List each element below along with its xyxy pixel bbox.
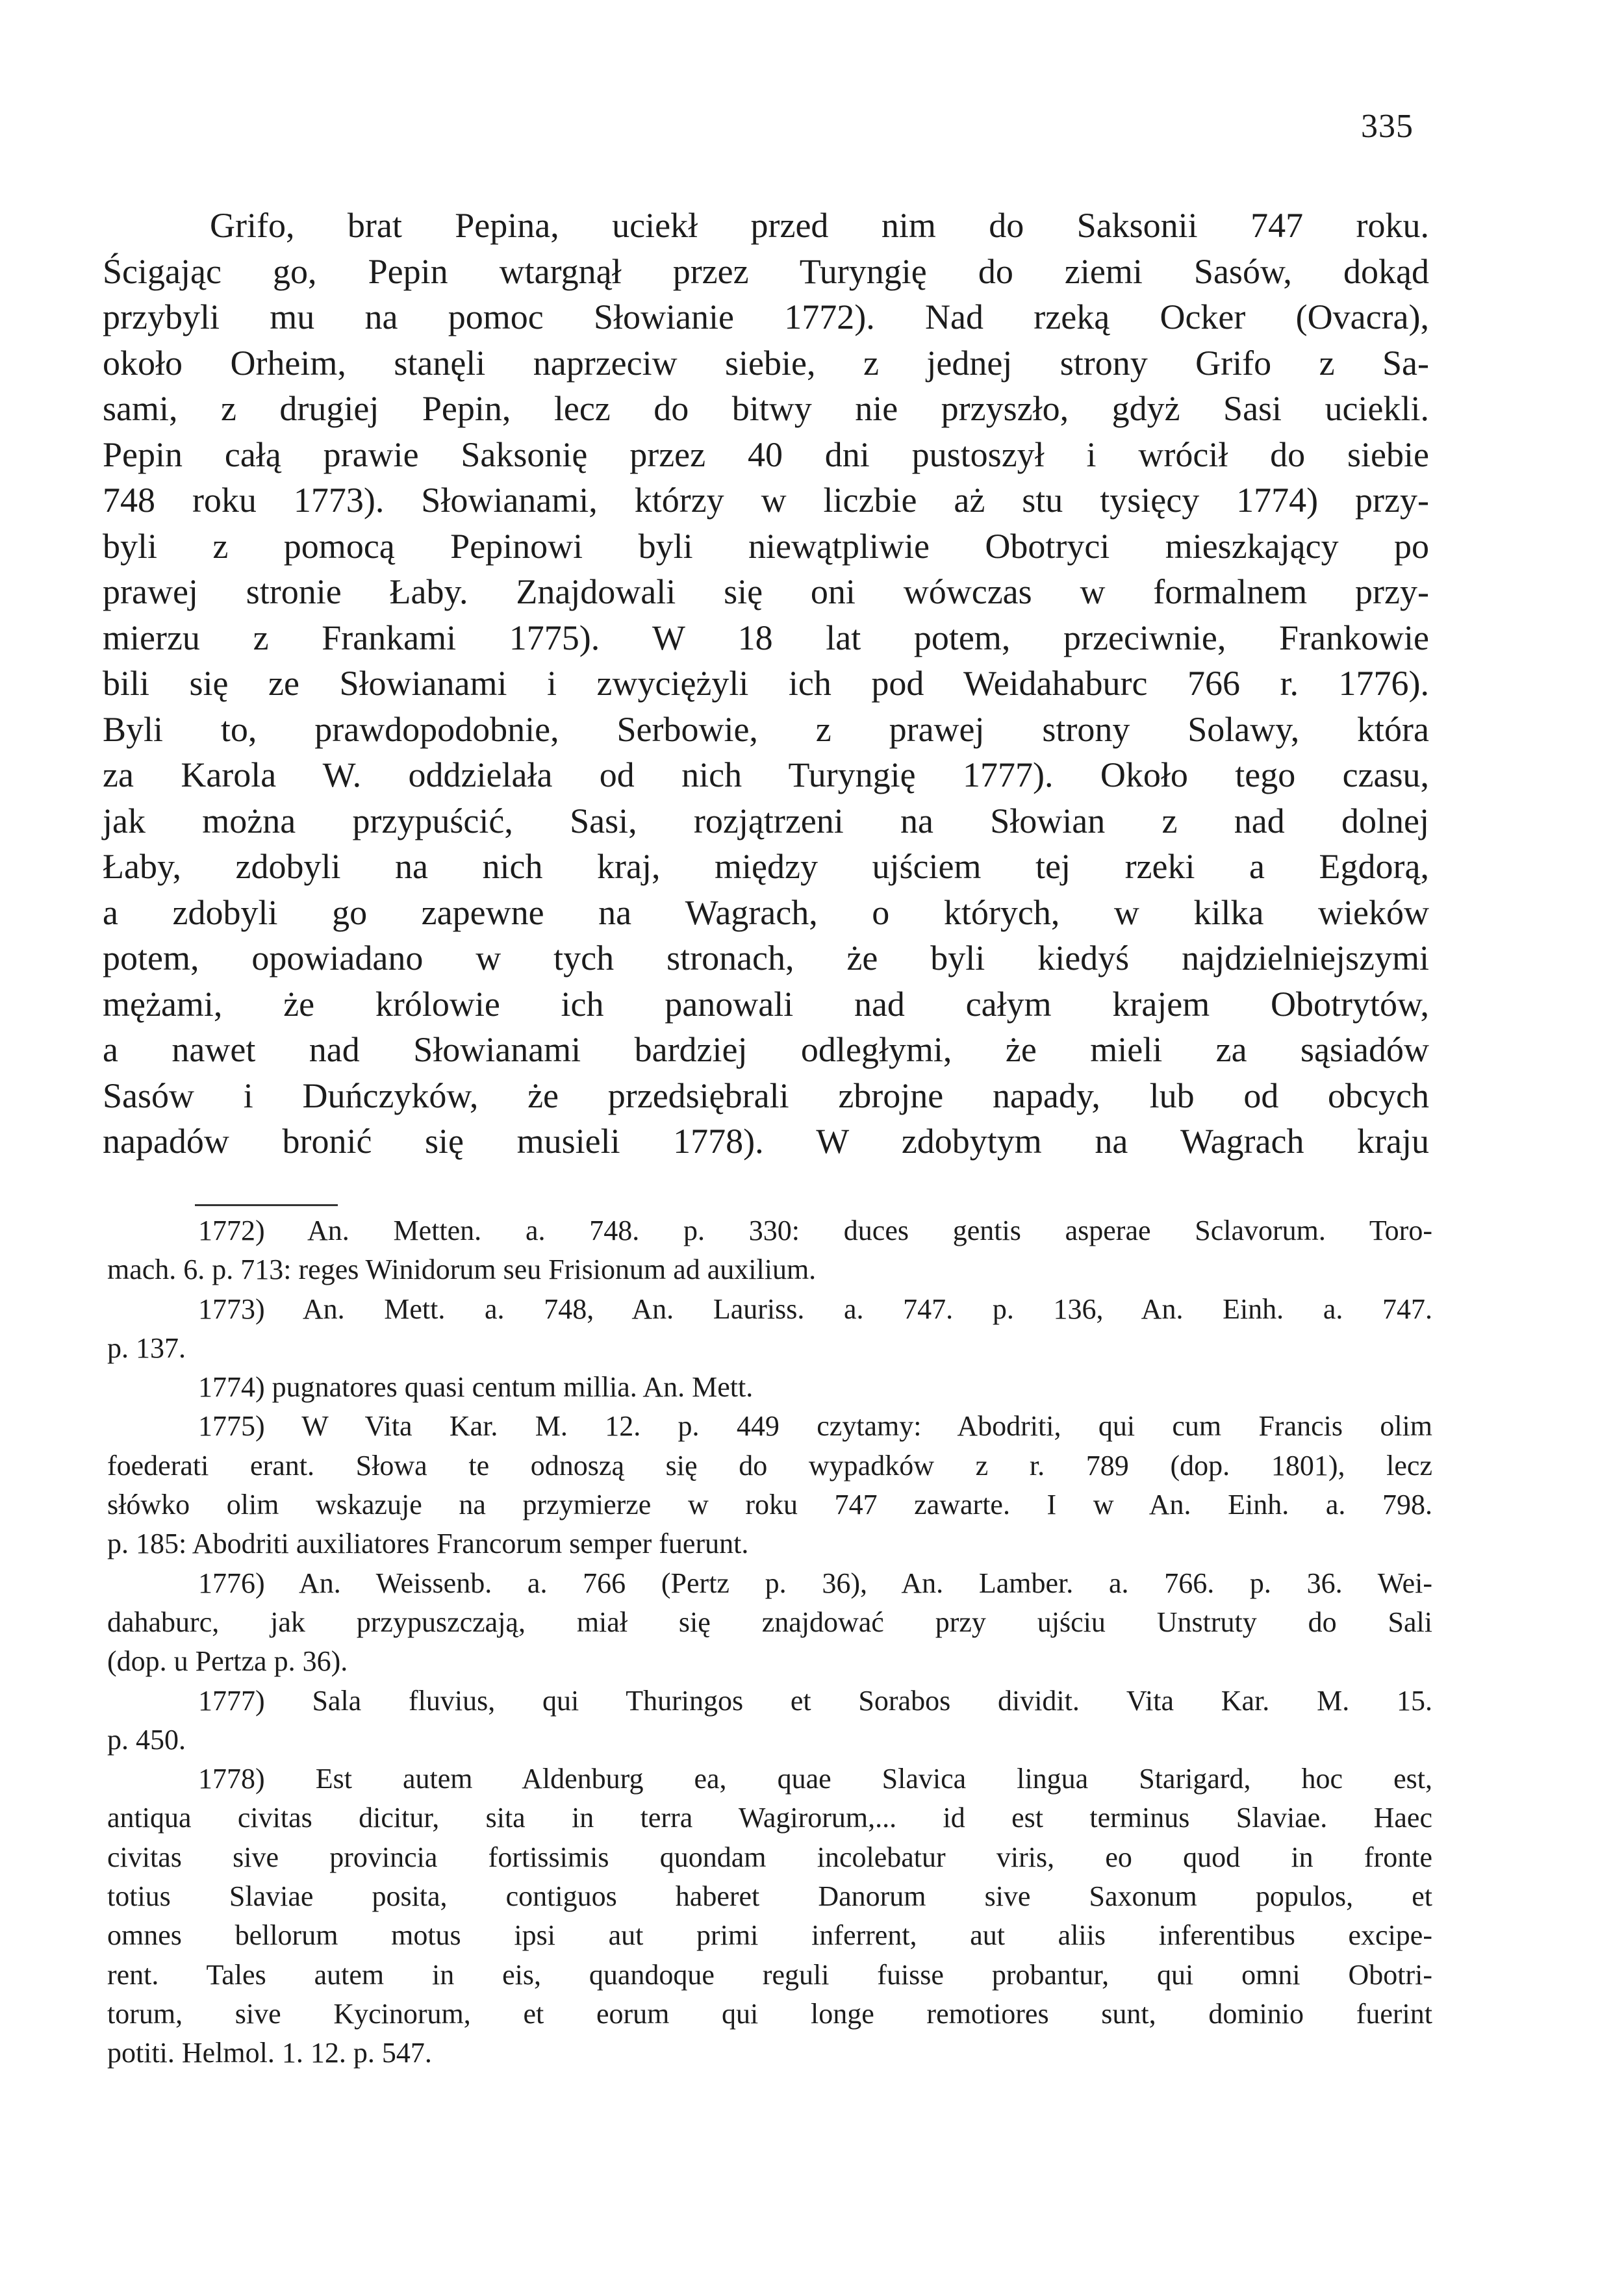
body-line: Sasów i Duńczyków, że przedsiębrali zbrojne napady, lub od obcych	[103, 1076, 1429, 1115]
body-line: Łaby, zdobyli na nich kraj, między ujściem tej rzeki a Egdorą,	[103, 847, 1429, 886]
footnote-line: 1777) Sala fluvius, qui Thuringos et Sorabos dividit. Vita Kar. M. 15.	[198, 1684, 1432, 1717]
body-line: Grifo, brat Pepina, uciekł przed nim do Saksonii 747 roku.	[210, 206, 1429, 245]
body-line: byli z pomocą Pepinowi byli niewątpliwie Obotryci mieszkający po	[103, 526, 1429, 566]
footnote-line: 1773) An. Mett. a. 748, An. Lauriss. a. 747. p. 136, An. Einh. a. 747.	[198, 1293, 1432, 1325]
footnote-line: mach. 6. p. 713: reges Winidorum seu Frisionum ad auxilium.	[107, 1254, 817, 1286]
body-line: za Karola W. oddzielała od nich Turyngię 1777). Około tego czasu,	[103, 755, 1429, 794]
body-line: napadów bronić się musieli 1778). W zdobytym na Wagrach kraju	[103, 1122, 1429, 1161]
body-line: a nawet nad Słowianami bardziej odległymi, że mieli za sąsiadów	[103, 1030, 1429, 1069]
body-line: około Orheim, stanęli naprzeciw siebie, z jednej strony Grifo z Sa-	[103, 343, 1429, 383]
footnote-line: dahaburc, jak przypuszczają, miał się znajdować przy ujściu Unstruty do Sali	[107, 1606, 1432, 1638]
body-line: bili się ze Słowianami i zwyciężyli ich pod Weidahaburc 766 r. 1776).	[103, 664, 1429, 703]
footnote-line: potiti. Helmol. 1. 12. p. 547.	[107, 2037, 432, 2069]
body-line: potem, opowiadano w tych stronach, że byli kiedyś najdzielniejszymi	[103, 939, 1429, 978]
body-line: prawej stronie Łaby. Znajdowali się oni wówczas w formalnem przy-	[103, 572, 1429, 611]
footnote-line: rent. Tales autem in eis, quandoque reguli fuisse probantur, qui omni Obotri-	[107, 1958, 1432, 1991]
body-line: mężami, że królowie ich panowali nad całym krajem Obotrytów,	[103, 984, 1429, 1024]
body-line: 748 roku 1773). Słowianami, którzy w liczbie aż stu tysięcy 1774) przy-	[103, 481, 1429, 520]
footnote-line: antiqua civitas dicitur, sita in terra Wagirorum,... id est terminus Slaviae. Haec	[107, 1802, 1432, 1834]
footnotes	[107, 1211, 1432, 2073]
footnote-line: 1775) W Vita Kar. M. 12. p. 449 czytamy: Abodriti, qui cum Francis olim	[198, 1410, 1432, 1443]
body-line: mierzu z Frankami 1775). W 18 lat potem, przeciwnie, Frankowie	[103, 618, 1429, 657]
footnote-separator-rule	[195, 1204, 338, 1206]
body-line: a zdobyli go zapewne na Wagrach, o których, w kilka wieków	[103, 892, 1429, 932]
footnote-line: totius Slaviae posita, contiguos haberet Danorum sive Saxonum populos, et	[107, 1880, 1432, 1913]
footnote-line: 1776) An. Weissenb. a. 766 (Pertz p. 36), An. Lamber. a. 766. p. 36. Wei-	[198, 1567, 1432, 1599]
body-line: Pepin całą prawie Saksonię przez 40 dni pustoszył i wrócił do siebie	[103, 435, 1429, 474]
footnote-line: foederati erant. Słowa te odnoszą się do wypadków z r. 789 (dop. 1801), lecz	[107, 1449, 1432, 1482]
footnote-line: słówko olim wskazuje na przymierze w roku 747 zawarte. I w An. Einh. a. 798.	[107, 1489, 1432, 1521]
body-line: Byli to, prawdopodobnie, Serbowie, z prawej strony Solawy, która	[103, 709, 1429, 749]
main-text	[103, 203, 1429, 1165]
footnote-line: 1774) pugnatores quasi centum millia. An. Mett.	[198, 1371, 754, 1404]
footnote-line: 1778) Est autem Aldenburg ea, quae Slavica lingua Starigard, hoc est,	[198, 1763, 1432, 1795]
footnote-line: p. 450.	[107, 1723, 186, 1756]
body-line: Ścigając go, Pepin wtargnął przez Turyngię do ziemi Sasów, dokąd	[103, 251, 1429, 291]
footnote-line: p. 137.	[107, 1331, 186, 1364]
footnote-line: p. 185: Abodriti auxiliatores Francorum semper fuerunt.	[107, 1528, 749, 1560]
footnote-line: 1772) An. Metten. a. 748. p. 330: duces gentis asperae Sclavorum. Toro-	[198, 1215, 1432, 1246]
footnote-line: torum, sive Kycinorum, et eorum qui longe remotiores sunt, dominio fuerint	[107, 1997, 1432, 2030]
body-line: przybyli mu na pomoc Słowianie 1772). Nad rzeką Ocker (Ovacra),	[103, 297, 1429, 336]
page-number: 335	[1361, 108, 1414, 145]
body-line: sami, z drugiej Pepin, lecz do bitwy nie przyszło, gdyż Sasi uciekli.	[103, 389, 1429, 428]
footnote-line: (dop. u Pertza p. 36).	[107, 1645, 348, 1678]
body-line: jak można przypuścić, Sasi, rozjątrzeni na Słowian z nad dolnej	[103, 801, 1429, 840]
footnote-line: civitas sive provincia fortissimis quondam incolebatur viris, eo quod in fronte	[107, 1841, 1432, 1873]
footnote-line: omnes bellorum motus ipsi aut primi inferrent, aut aliis inferentibus excipe-	[107, 1919, 1432, 1952]
